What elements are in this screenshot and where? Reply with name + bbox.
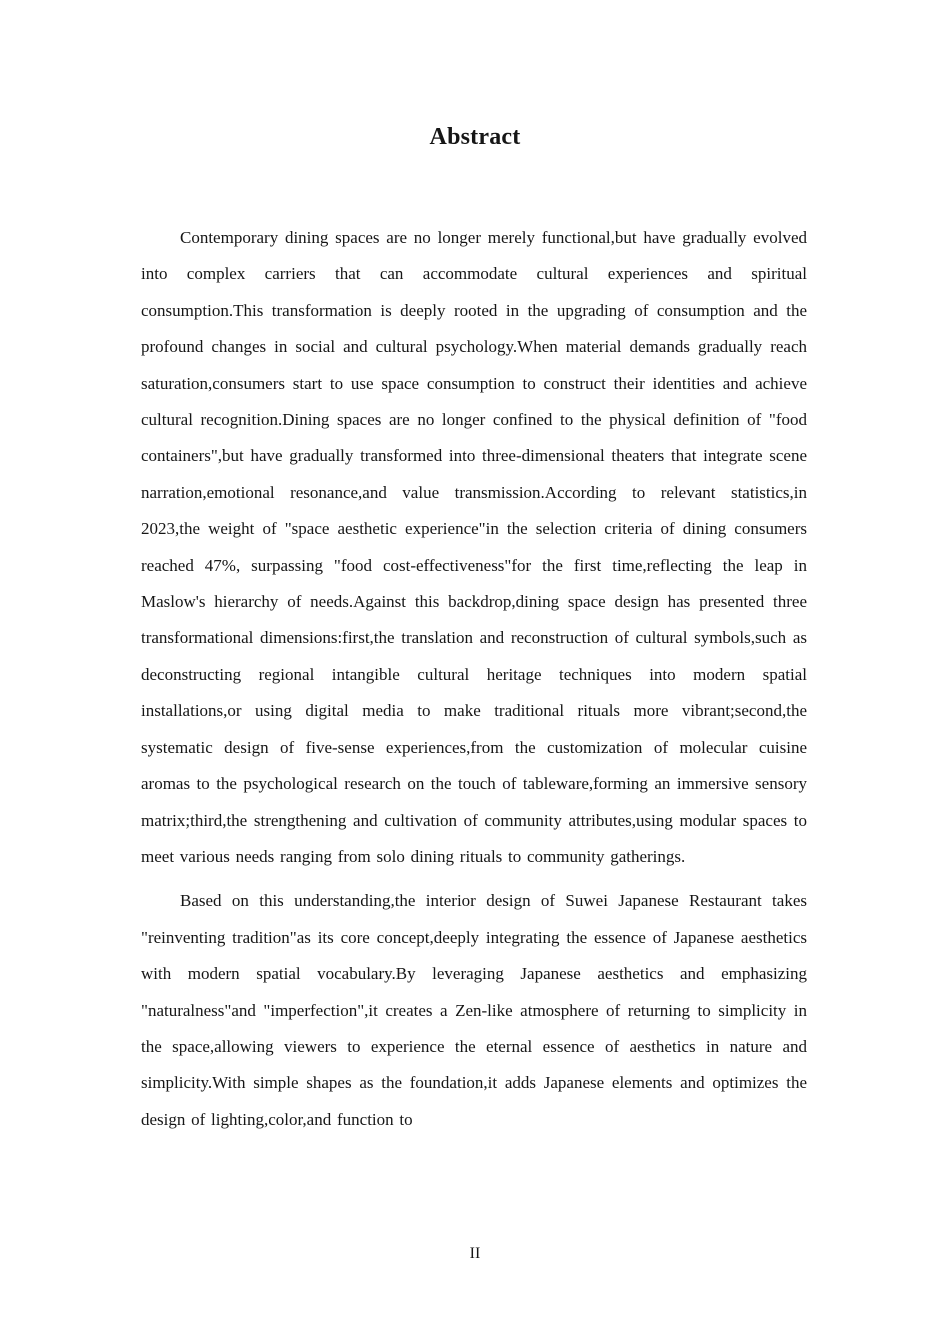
page-title: Abstract [429,124,521,150]
abstract-body [141,220,807,1138]
abstract-paragraph-2: Based on this understanding,the interior design of Suwei Japanese Restaurant takes "reinventing tradition"as its core concept,deeply integrating the essence of Japanese aesthetics with modern spatial vocabulary.By leveraging Japanese aesthetics and emphasizing "naturalness"and "imperfection",it creates a Zen-like atmosphere of returning to simplicity in the space,allowing viewers to experience the eternal essence of aesthetics in nature and simplicity.With simple shapes as the foundation,it adds Japanese elements and optimizes the design of lighting,color,and function to [141,891,807,1129]
abstract-paragraph-1: Contemporary dining spaces are no longer merely functional,but have gradually evolved into complex carriers that can accommodate cultural experiences and spiritual consumption.This transformation is deeply rooted in the upgrading of consumption and the profound changes in social and cultural psychology.When material demands gradually reach saturation,consumers start to use space consumption to construct their identities and achieve cultural recognition.Dining spaces are no longer confined to the physical definition of "food containers",but have gradually transformed into three-dimensional theaters that integrate scene narration,emotional resonance,and value transmission.According to relevant statistics,in 2023,the weight of "space aesthetic experience"in the selection criteria of dining consumers reached 47%, surpassing "food cost-effectiveness"for the first time,reflecting the leap in Maslow's hierarchy of needs.Against this backdrop,dining space design has presented three transformational dimensions:first,the translation and reconstruction of cultural symbols,such as deconstructing regional intangible cultural heritage techniques into modern spatial installations,or using digital media to make traditional rituals more vibrant;second,the systematic design of five-sense experiences,from the customization of molecular cuisine aromas to the psychological research on the touch of tableware,forming an immersive sensory matrix;third,the strengthening and cultivation of community attributes,using modular spaces to meet various needs ranging from solo dining rituals to community gatherings. [141,228,807,866]
page-number: II [469,1245,481,1262]
